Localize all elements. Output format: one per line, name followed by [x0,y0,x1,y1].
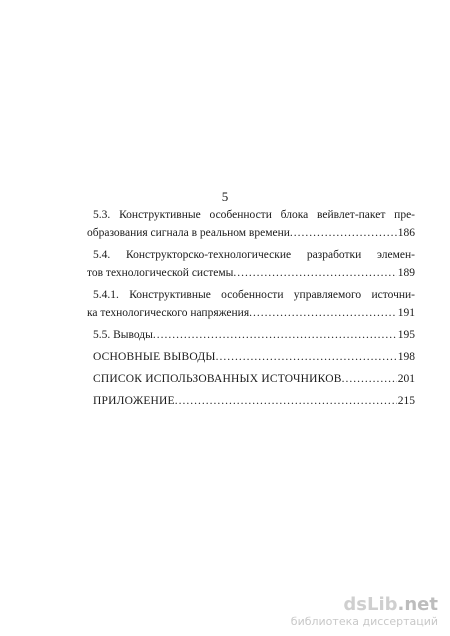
toc-entry-line: 5.4. Конструкторско-технологические разработки элемен- [93,249,415,261]
toc-entry-line: образования сигнала в реальном времени [87,227,290,239]
toc-entry-line: ОСНОВНЫЕ ВЫВОДЫ [93,351,216,363]
dot-leader [216,348,397,366]
dot-leader [175,392,397,410]
table-of-contents [87,206,415,414]
toc-entry-5-4-1[interactable] [87,286,415,322]
dot-leader [249,304,397,322]
toc-entry-line: 5.4.1. Конструктивные особенности управляемого источни- [93,289,415,301]
page-number: 5 [221,189,229,204]
toc-entry-5-4[interactable] [87,246,415,282]
toc-page-number: 189 [397,267,415,279]
toc-entry-line: 5.3. Конструктивные особенности блока вейвлет-пакет пре- [93,209,415,221]
toc-entry-conclusions[interactable] [93,348,415,366]
dot-leader [153,326,397,344]
toc-entry-appendix[interactable] [93,392,415,410]
toc-page-number: 201 [397,373,415,385]
toc-entry-line: ка технологического напряжения [87,307,250,319]
toc-entry-5-3[interactable] [87,206,415,242]
toc-page-number: 191 [397,307,415,319]
watermark-subtitle: библиотека диссертаций [290,615,438,628]
toc-entry-line: 5.5. Выводы [93,329,153,341]
watermark-logo-main: dsLib [343,594,398,615]
toc-page-number: 215 [397,395,415,407]
toc-entry-5-5[interactable] [93,326,415,344]
dot-leader [342,370,397,388]
toc-page-number: 198 [397,351,415,363]
watermark-logo-tld: .net [397,594,438,615]
toc-entry-references[interactable] [93,370,415,388]
watermark [291,595,438,628]
toc-entry-line: тов технологической системы [87,267,234,279]
dot-leader [290,224,397,242]
dot-leader [233,264,396,282]
watermark-logo [291,595,438,615]
toc-page-number: 195 [397,329,415,341]
toc-entry-line: СПИСОК ИСПОЛЬЗОВАННЫХ ИСТОЧНИКОВ [93,373,342,385]
toc-page-number: 186 [397,227,415,239]
toc-entry-line: ПРИЛОЖЕНИЕ [93,395,175,407]
